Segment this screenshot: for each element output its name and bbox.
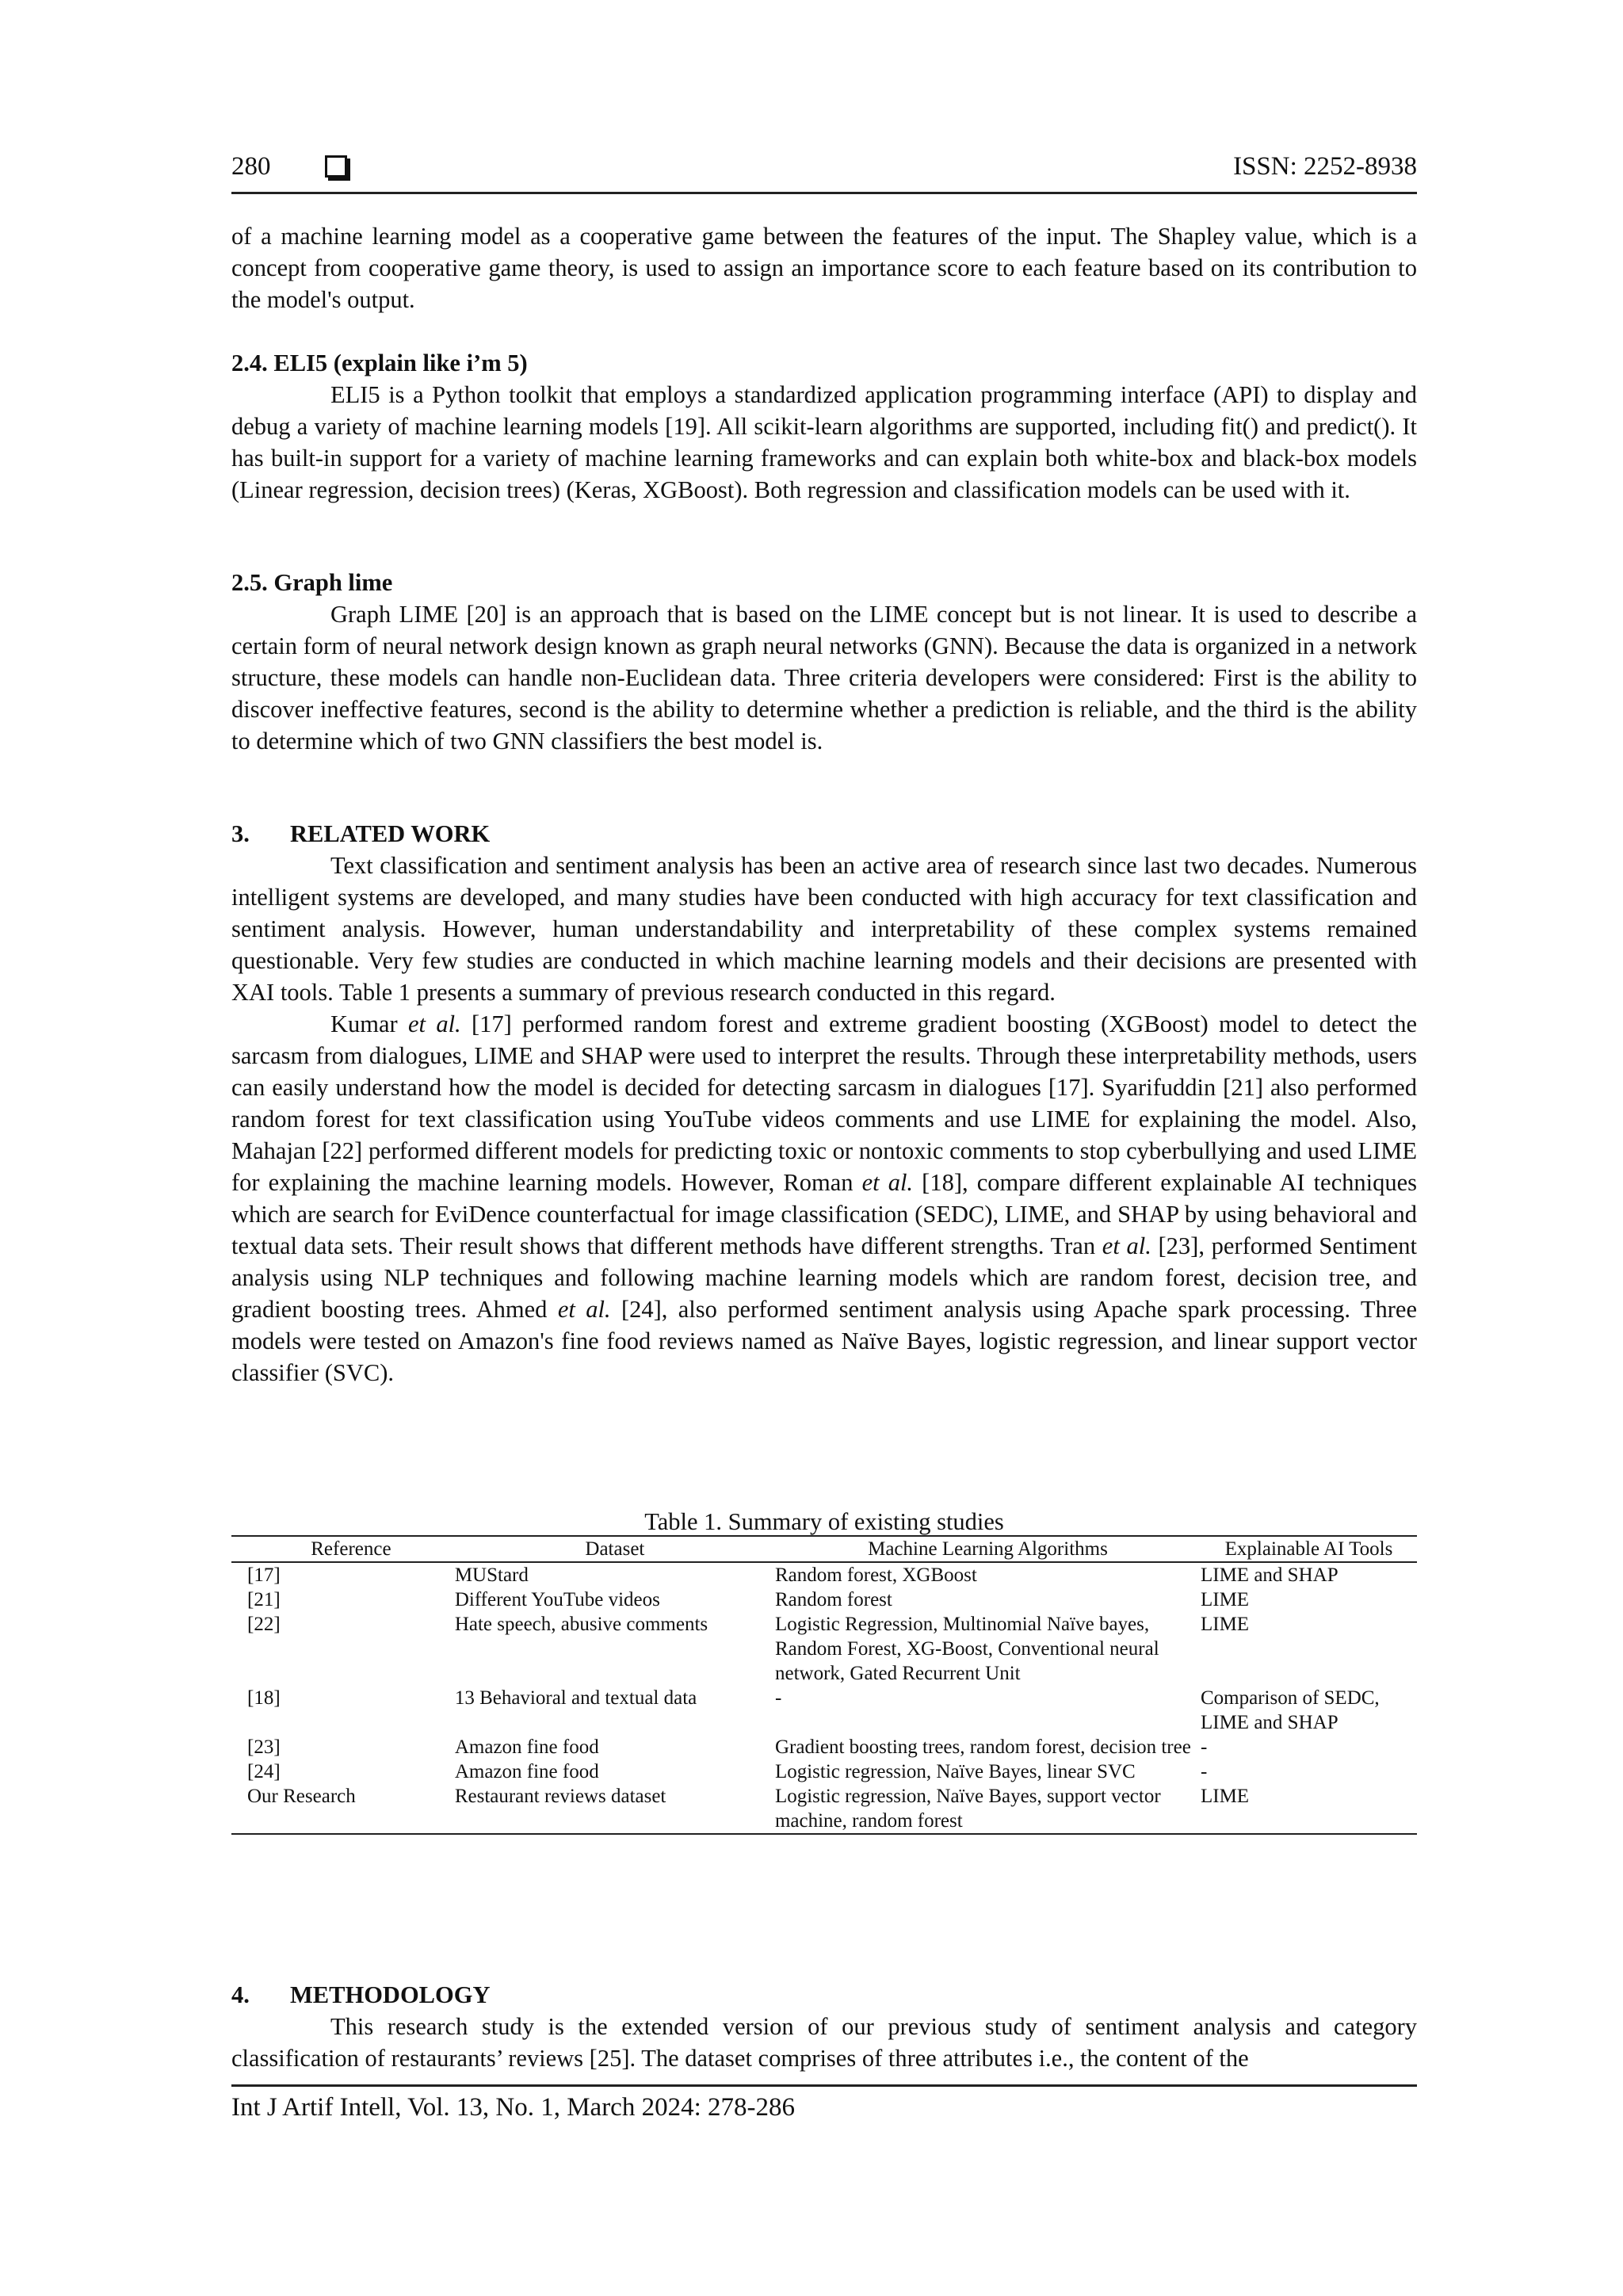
table-cell: Gradient boosting trees, random forest, decision tree: [774, 1736, 1191, 1758]
page-footer: [231, 2084, 1417, 2122]
table-cell: [22]: [247, 1614, 281, 1635]
table-cell: Our Research: [231, 1784, 455, 1834]
table-cell: [18]: [247, 1687, 281, 1709]
intro-section: [231, 220, 1417, 315]
table-cell: [24]: [247, 1761, 281, 1782]
section-4-title: METHODOLOGY: [290, 1981, 491, 2008]
table-row: [231, 1784, 1417, 1834]
table-cell: LIME and SHAP: [1200, 1564, 1338, 1586]
table-cell: [21]: [247, 1589, 281, 1610]
table-cell: Different YouTube videos: [454, 1589, 660, 1610]
section-3-title: RELATED WORK: [290, 820, 491, 847]
table-row: [231, 1587, 1417, 1612]
section-4-text: This research study is the extended version of our previous study of sentiment analysis and category classification of restaurants’ reviews [25]. The dataset comprises of three attributes i.e., the content of the: [231, 2013, 1417, 2072]
table-caption: Table 1. Summary of existing studies: [644, 1508, 1004, 1535]
section-3-paragraph-2: Kumar et al. [17] performed random forest and extreme gradient boosting (XGBoost) model to detect the sarcasm from dialogues, LIME and SHAP were used to interpret the results. Through these interpretability methods, users can easily understand how the model is decided for detecting sarcasm in dialogues [17]. Syarifuddin [21] also performed random forest for text classification using YouTube videos comments and use LIME for explaining the model. Also, Mahajan [22] performed different models for predicting toxic or nontoxic comments to stop cyberbullying and used LIME for explaining the machine learning models. However, Roman et al. [18], compare different explainable AI techniques which are search for EviDence counterfactual for image classification (SEDC), LIME, and SHAP by using behavioral and textual data sets. Their result shows that different methods have different strengths. Tran et al. [23], performed Sentiment analysis using NLP techniques and following machine learning models which are random forest, decision tree, and gradient boosting trees. Ahmed et al. [24], also performed sentiment analysis using Apache spark processing. Three models were tested on Amazon's fine food reviews named as Naïve Bayes, logistic regression, and linear support vector classifier (SVC).: [231, 1010, 1418, 1386]
table-cell: Comparison of SEDC, LIME and SHAP: [1200, 1687, 1380, 1733]
table-cell: Logistic Regression, Multinomial Naïve bayes, Random Forest, XG-Boost, Conventional neural network, Gated Recurrent Unit: [774, 1614, 1159, 1684]
section-2-4-text: ELI5 is a Python toolkit that employs a standardized application programming interface (API) to display and debug a variety of machine learning models [19]. All scikit-learn algorithms are supported, including fit() and predict(). It has built-in support for a variety of machine learning frameworks and can explain both white-box and black-box models (Linear regression, decision trees) (Keras, XGBoost). Both regression and classification models can be used with it.: [231, 381, 1417, 503]
table-cell: -: [774, 1687, 782, 1709]
intro-paragraph: of a machine learning model as a cooperative game between the features of the input. The Shapley value, which is a concept from cooperative game theory, is used to assign an importance score to each feature based on its contribution to the model's output.: [231, 223, 1417, 313]
table-cell: [23]: [247, 1736, 281, 1758]
table-cell: [17]: [247, 1564, 281, 1586]
column-header: Explainable AI Tools: [1201, 1536, 1417, 1562]
page-number: 280: [231, 152, 271, 181]
column-header: Reference: [231, 1536, 455, 1562]
table-cell: Hate speech, abusive comments: [454, 1614, 708, 1635]
table-row: [231, 1735, 1417, 1759]
section-2-4: [231, 347, 1417, 506]
table-cell: -: [1200, 1736, 1208, 1758]
table-cell: 13 Behavioral and textual data: [454, 1687, 697, 1709]
table-cell: Logistic regression, Naïve Bayes, linear SVC: [774, 1761, 1136, 1782]
section-3-heading: [231, 818, 1417, 850]
table-cell: LIME: [1201, 1784, 1417, 1834]
table-row: [231, 1686, 1417, 1735]
page-header: [231, 152, 1417, 194]
table-row: [231, 1759, 1417, 1784]
section-3: [231, 818, 1417, 1389]
table-cell: Restaurant reviews dataset: [455, 1784, 775, 1834]
section-3-number: 3.: [231, 820, 250, 847]
section-2-5: [231, 567, 1417, 757]
section-4-heading: [231, 1979, 1417, 2011]
column-header: Dataset: [455, 1536, 775, 1562]
table-cell: LIME: [1200, 1614, 1250, 1635]
column-header: Machine Learning Algorithms: [775, 1536, 1201, 1562]
table-cell: -: [1200, 1761, 1208, 1782]
section-2-5-text: Graph LIME [20] is an approach that is based on the LIME concept but is not linear. It is used to describe a certain form of neural network design known as graph neural networks (GNN). Because the data is organized in a network structure, these models can handle non-Euclidean data. Three criteria developers were considered: First is the ability to discover ineffective features, second is the ability to determine whether a prediction is reliable, and the third is the ability to determine which of two GNN classifiers the best model is.: [231, 601, 1417, 755]
table-cell: MUStard: [454, 1564, 529, 1586]
section-2-5-heading: 2.5. Graph lime: [231, 569, 393, 596]
summary-table: [231, 1535, 1417, 1835]
section-4-number: 4.: [231, 1981, 250, 2008]
table-header-row: [231, 1536, 1417, 1562]
section-2-4-heading: 2.4. ELI5 (explain like i’m 5): [231, 350, 528, 376]
table-cell: Logistic regression, Naïve Bayes, support vector machine, random forest: [775, 1784, 1201, 1834]
table-cell: Amazon fine food: [454, 1736, 599, 1758]
table-row: [231, 1612, 1417, 1686]
table-1: [231, 1508, 1417, 1835]
table-row: [231, 1562, 1417, 1587]
issn-label: ISSN: 2252-8938: [1233, 152, 1417, 181]
footer-citation: Int J Artif Intell, Vol. 13, No. 1, March 2024: 278-286: [231, 2093, 795, 2122]
table-cell: Amazon fine food: [454, 1761, 599, 1782]
section-4: [231, 1979, 1417, 2074]
checkbox-square-icon: [325, 155, 347, 178]
table-cell: Random forest, XGBoost: [774, 1564, 977, 1586]
section-3-paragraph-1: Text classification and sentiment analysis has been an active area of research since last two decades. Numerous intelligent systems are developed, and many studies have been conducted with high accuracy for text classification and sentiment analysis. However, human understandability and interpretability of these complex systems remained questionable. Very few studies are conducted in which machine learning models and their decisions are presented with XAI tools. Table 1 presents a summary of previous research conducted in this regard.: [231, 852, 1417, 1006]
table-cell: LIME: [1200, 1589, 1250, 1610]
table-cell: Random forest: [774, 1589, 892, 1610]
